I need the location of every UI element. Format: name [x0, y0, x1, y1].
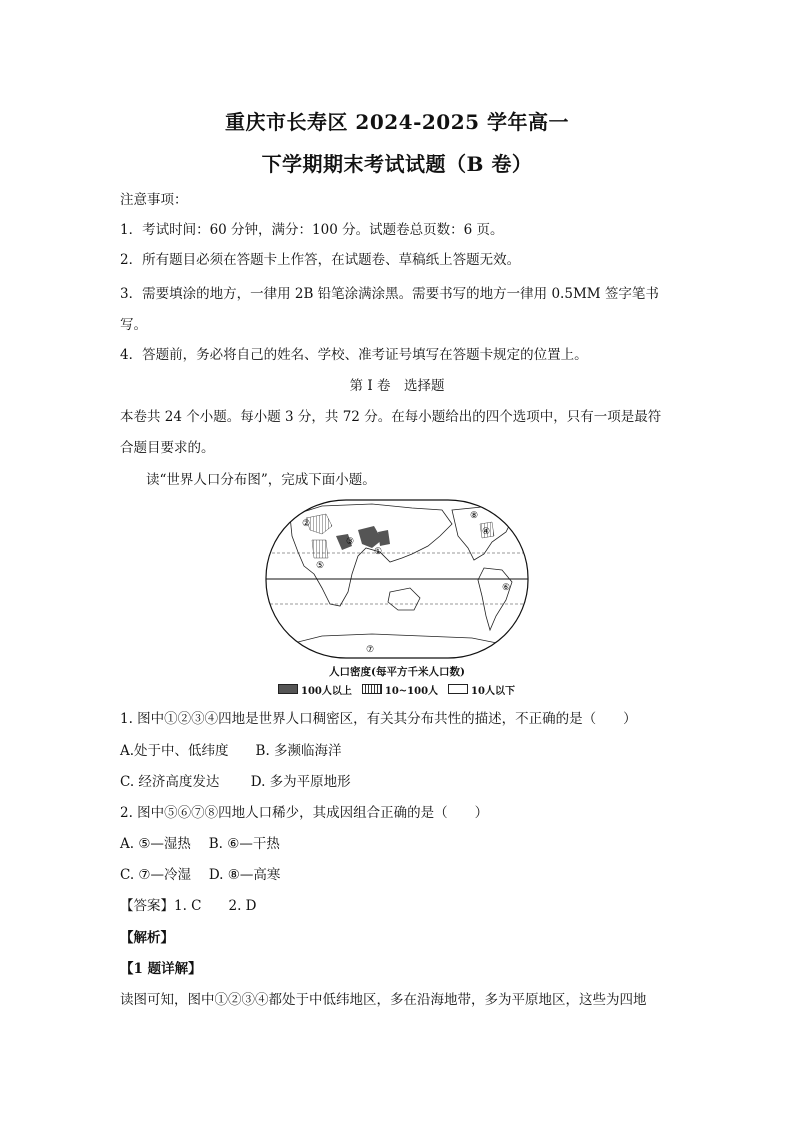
legend-high: 100人以上	[278, 682, 352, 697]
notice-heading: 注意事项：	[120, 192, 188, 208]
question-2-options-cd: C. ⑦—冷湿 D. ⑧—高寒	[120, 867, 281, 883]
notice-item-2: 2．所有题目必须在答题卡上作答，在试题卷、草稿纸上答题无效。	[120, 252, 521, 268]
map-label-2: ②	[302, 519, 311, 529]
map-label-7: ⑦	[366, 645, 375, 655]
question-1: 1. 图中①②③④四地是世界人口稠密区，有关其分布共性的描述，不正确的是（ ）	[120, 711, 637, 727]
read-map-instruction: 读“世界人口分布图”，完成下面小题。	[146, 472, 376, 488]
map-caption: 人口密度(每平方千米人口数)	[329, 666, 465, 678]
question-1-options-cd: C. 经济高度发达 D. 多为平原地形	[120, 774, 351, 790]
legend-mid: 10~100人	[362, 682, 438, 697]
section-intro-a: 本卷共 24 个小题。每小题 3 分，共 72 分。在每小题给出的四个选项中，只有一项是最符	[120, 409, 662, 425]
map-label-8: ⑧	[470, 511, 479, 521]
map-label-1: ①	[374, 547, 383, 557]
legend-low: 10人以下	[448, 682, 515, 697]
section-intro-b: 合题目要求的。	[120, 440, 215, 456]
title-line-1: 重庆市长寿区 2024-2025 学年高一	[224, 110, 570, 134]
notice-item-3b: 写。	[120, 317, 147, 333]
title-line-2: 下学期期末考试试题（B 卷）	[261, 152, 533, 176]
question-2-options-ab: A. ⑤—湿热 B. ⑥—干热	[120, 836, 280, 852]
map-label-6: ⑥	[502, 583, 511, 593]
notice-item-3a: 3．需要填涂的地方，一律用 2B 铅笔涂满涂黑。需要书写的地方一律用 0.5MM 签字笔书	[120, 286, 659, 302]
map-label-5: ⑤	[316, 561, 325, 571]
question-1-detail-text: 读图可知，图中①②③④都处于中低纬地区，多在沿海地带，多为平原地区，这些为四地	[120, 992, 647, 1008]
map-legend	[278, 682, 538, 696]
question-1-detail-heading: 【1 题详解】	[120, 961, 202, 977]
section-title: 第 I 卷 选择题	[349, 378, 445, 394]
analysis-heading: 【解析】	[120, 930, 174, 946]
question-2: 2. 图中⑤⑥⑦⑧四地人口稀少，其成因组合正确的是（ ）	[120, 805, 489, 821]
answer-line: 【答案】1. C 2. D	[120, 898, 257, 914]
world-population-map	[262, 496, 532, 662]
notice-item-4: 4．答题前，务必将自己的姓名、学校、准考证号填写在答题卡规定的位置上。	[120, 347, 588, 363]
map-label-4: ④	[482, 527, 491, 537]
notice-item-1: 1．考试时间：60 分钟，满分：100 分。试题卷总页数：6 页。	[120, 222, 504, 238]
question-1-options-ab: A.处于中、低纬度 B. 多濒临海洋	[120, 743, 342, 759]
map-label-3: ③	[346, 537, 355, 547]
